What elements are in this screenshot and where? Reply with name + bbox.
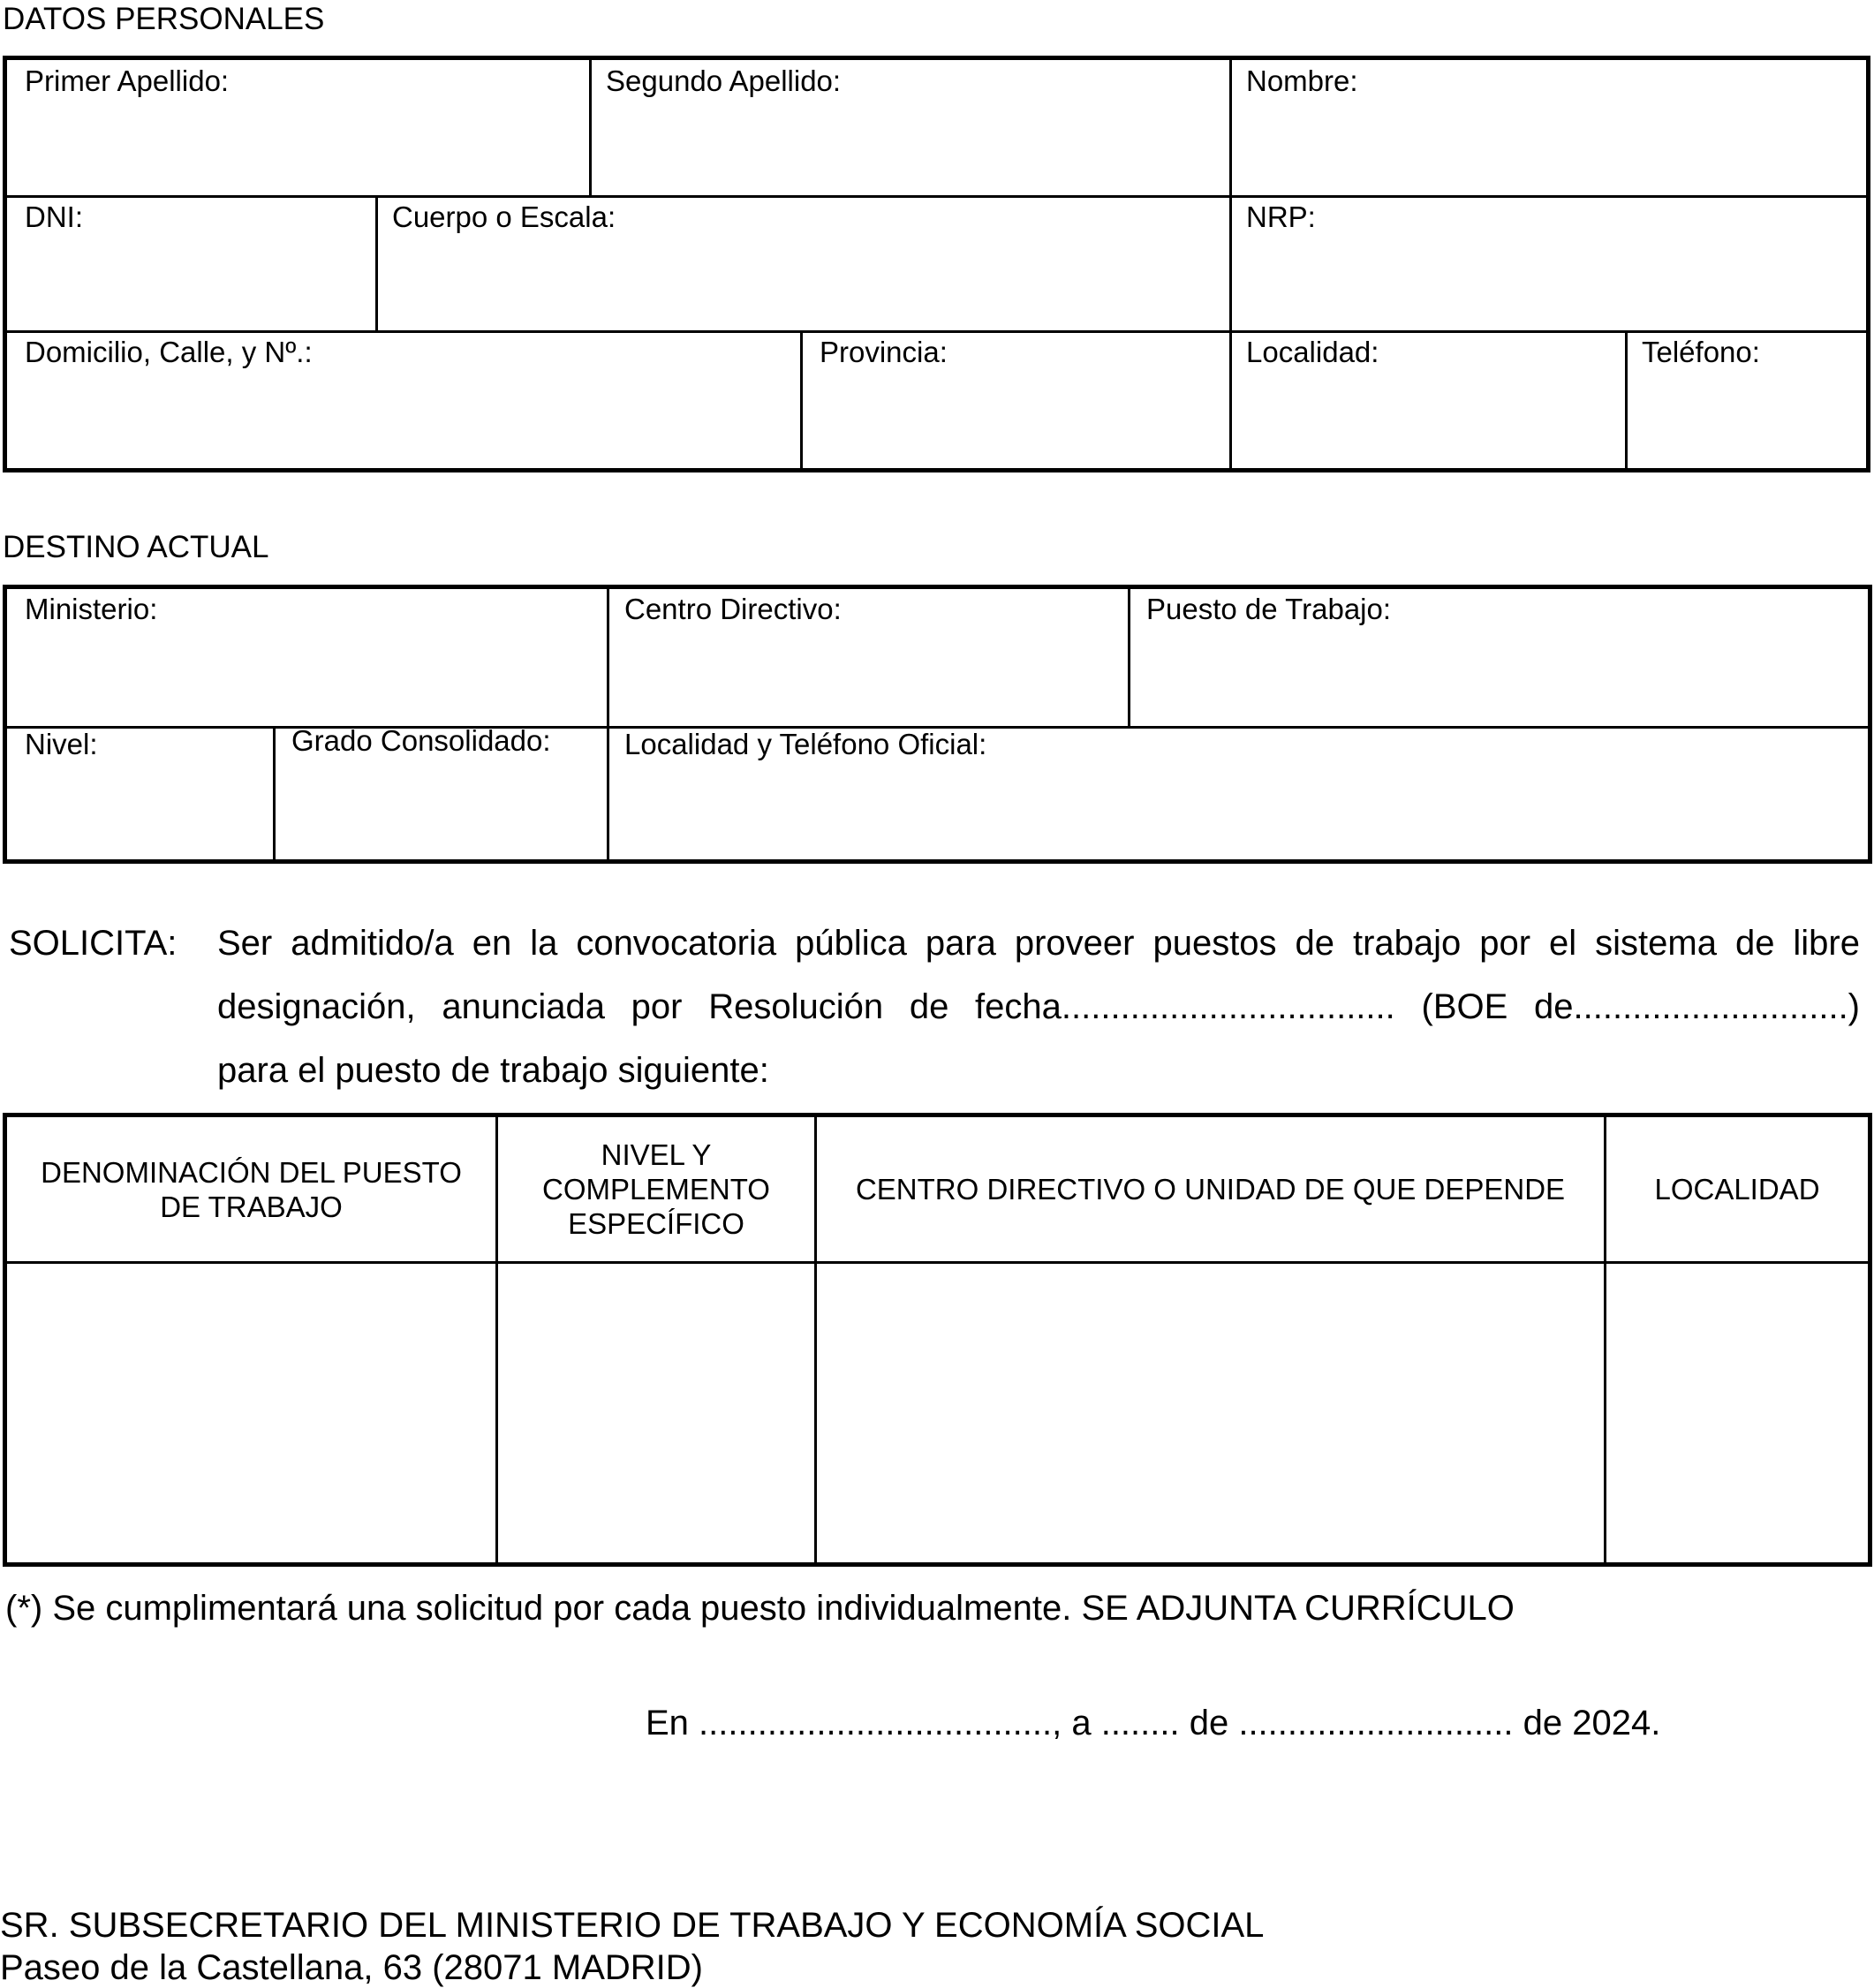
domicilio-label: Domicilio, Calle, y Nº.:	[25, 336, 313, 368]
destinatario-linea-2: Paseo de la Castellana, 63 (28071 MADRID)	[0, 1948, 703, 1987]
segundo-apellido-field[interactable]	[588, 60, 1227, 193]
dni-label: DNI:	[25, 200, 83, 233]
localidad-telefono-label: Localidad y Teléfono Oficial:	[624, 728, 987, 760]
nombre-field[interactable]	[1228, 60, 1866, 193]
header-denominacion	[7, 1117, 495, 1261]
header-localidad	[1606, 1117, 1868, 1261]
grado-consolidado-field[interactable]	[272, 724, 605, 858]
header-localidad-text: LOCALIDAD	[1654, 1173, 1820, 1206]
destino-actual-heading: DESTINO ACTUAL	[3, 530, 269, 564]
nrp-label: NRP:	[1246, 200, 1316, 233]
solicita-line-2: designación, anunciada por Resolución de fecha.................................. (BOE de............................)	[217, 987, 1860, 1026]
segundo-apellido-label: Segundo Apellido:	[606, 64, 842, 97]
solicita-line-1: Ser admitido/a en la convocatoria pública para proveer puestos de trabajo por el sistema de libre	[217, 924, 1860, 963]
telefono-label: Teléfono:	[1642, 336, 1760, 368]
fecha-linea: En ...................................., a ........ de ............................ de 2024.	[646, 1704, 1661, 1742]
header-centro-directivo-text: CENTRO DIRECTIVO O UNIDAD DE QUE DEPENDE	[855, 1173, 1566, 1206]
header-denominacion-text: DENOMINACIÓN DEL PUESTO DE TRABAJO	[41, 1155, 462, 1223]
localidad-label: Localidad:	[1246, 336, 1379, 368]
primer-apellido-field[interactable]	[7, 60, 586, 193]
ministerio-field[interactable]	[7, 589, 605, 723]
dni-field[interactable]	[7, 196, 374, 329]
nota-curriculo: (*) Se cumplimentará una solicitud por cada puesto individualmente. SE ADJUNTA CURRÍCULO	[5, 1589, 1515, 1628]
nrp-field[interactable]	[1228, 196, 1866, 329]
denominacion-input-cell[interactable]	[7, 1264, 495, 1562]
cuerpo-escala-field[interactable]	[374, 196, 1227, 329]
header-nivel-complemento-text: NIVEL Y COMPLEMENTO ESPECÍFICO	[542, 1138, 770, 1240]
grado-consolidado-label: Grado Consolidado:	[291, 724, 551, 757]
nombre-label: Nombre:	[1246, 64, 1358, 97]
nivel-complemento-input-cell[interactable]	[498, 1264, 814, 1562]
domicilio-field[interactable]	[7, 331, 797, 468]
localidad-input-cell[interactable]	[1606, 1264, 1868, 1562]
ministerio-label: Ministerio:	[25, 593, 158, 625]
localidad-field[interactable]	[1228, 331, 1622, 468]
nivel-field[interactable]	[7, 724, 270, 858]
centro-directivo-label: Centro Directivo:	[624, 593, 842, 625]
provincia-label: Provincia:	[820, 336, 948, 368]
nivel-label: Nivel:	[25, 728, 98, 760]
puesto-trabajo-field[interactable]	[1127, 589, 1868, 723]
localidad-telefono-field[interactable]	[606, 724, 1868, 858]
destinatario-linea-1: SR. SUBSECRETARIO DEL MINISTERIO DE TRABAJO Y ECONOMÍA SOCIAL	[0, 1906, 1265, 1945]
puesto-trabajo-label: Puesto de Trabajo:	[1146, 593, 1392, 625]
header-nivel-complemento	[498, 1117, 814, 1261]
header-centro-directivo	[817, 1117, 1604, 1261]
solicita-label: SOLICITA:	[9, 924, 178, 963]
cuerpo-escala-label: Cuerpo o Escala:	[392, 200, 616, 233]
datos-personales-heading: DATOS PERSONALES	[3, 2, 325, 36]
centro-directivo-input-cell[interactable]	[817, 1264, 1604, 1562]
telefono-field[interactable]	[1624, 331, 1866, 468]
solicita-line-3: para el puesto de trabajo siguiente:	[217, 1051, 769, 1090]
provincia-field[interactable]	[799, 331, 1227, 468]
primer-apellido-label: Primer Apellido:	[25, 64, 230, 97]
centro-directivo-field[interactable]	[606, 589, 1127, 723]
